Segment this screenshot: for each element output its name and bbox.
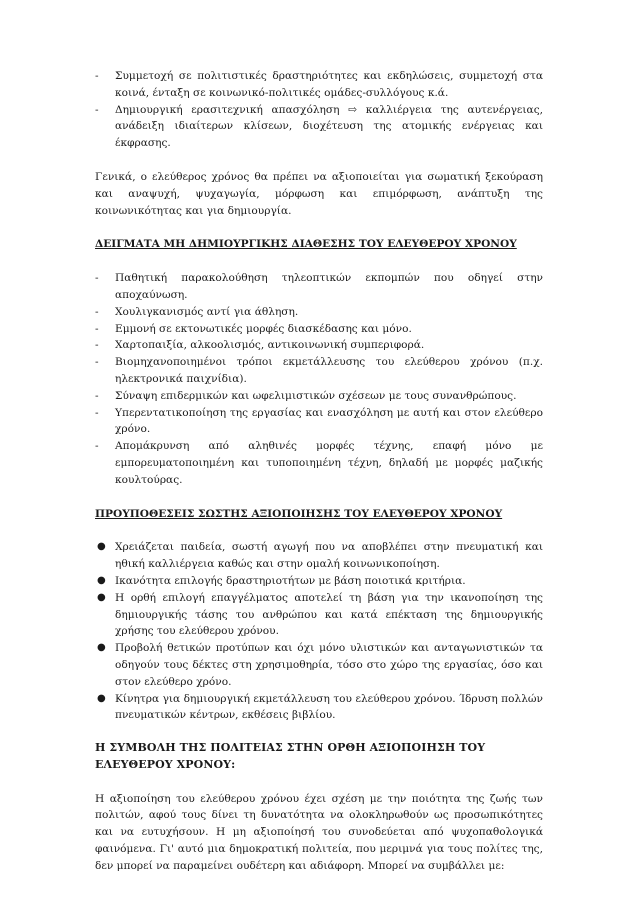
non-creative-list: [95, 270, 543, 488]
dash-marker: -: [95, 356, 99, 369]
section-heading-non-creative: ΔΕΙΓΜΑΤΑ ΜΗ ΔΗΜΙΟΥΡΓΙΚΗΣ ΔΙΑΘΕΣΗΣ ΤΟΥ ΕΛΕΥΘΕΡΟΥ ΧΡΟΝΟΥ: [95, 238, 517, 251]
list-item: - Παθητική παρακολούθηση τηλεοπτικών εκπομπών που οδηγεί στην αποχαύνωση.: [95, 272, 543, 301]
dash-marker: -: [95, 440, 99, 453]
list-item: ● Ικανότητα επιλογής δραστηριοτήτων με βάση ποιοτικά κριτήρια.: [95, 573, 543, 590]
bullet-marker: ●: [97, 574, 106, 586]
list-item: ● Κίνητρα για δημιουργική εκμετάλλευση του ελεύθερου χρόνου. Ίδρυση πολλών πνευματικών κέντρων, εκθέσεις βιβλίου.: [97, 692, 543, 722]
dash-marker: -: [95, 103, 99, 116]
dash-marker: -: [95, 305, 99, 318]
dash-marker: -: [95, 70, 99, 82]
list-item: - Σύναψη επιδερμικών και ωφελιμιστικών σχέσεων με τους συνανθρώπους.: [95, 388, 543, 405]
dash-marker: -: [95, 322, 99, 335]
participation-list: [95, 68, 543, 152]
dash-marker: -: [95, 406, 99, 419]
list-item: ● Χρειάζεται παιδεία, σωστή αγωγή που να αποβλέπει στην πνευματική και ηθική καλλιέργεια καθώς και στην ομαλή κοινωνικοποίηση.: [97, 541, 543, 571]
list-item: - Υπερεντατικοποίηση της εργασίας και ενασχόληση με αυτή και στον ελεύθερο χρόνο.: [95, 406, 543, 436]
list-item: - Χουλιγκανισμός αντί για άθληση.: [95, 304, 543, 321]
list-item: - Χαρτοπαιξία, αλκοολισμός, αντικοινωνική συμπεριφορά.: [95, 337, 543, 354]
section-heading-prerequisites: ΠΡΟΥΠΟΘΕΣΕΙΣ ΣΩΣΤΗΣ ΑΞΙΟΠΟΙΗΣΗΣ ΤΟΥ ΕΛΕΥΘΕΡΟΥ ΧΡΟΝΟΥ: [95, 507, 503, 520]
list-item: - Εμμονή σε εκτονωτικές μορφές διασκέδασης και μόνο.: [95, 321, 543, 338]
list-item: - Απομάκρυνση από αληθινές μορφές τέχνης, επαφή μόνο με εμπορευματοποιημένη και τυποποιημένη τέχνη, δηλαδή με μορφές μαζικής κουλτούρας.: [95, 440, 543, 486]
bullet-marker: ●: [97, 692, 106, 704]
summary-paragraph: Γενικά, ο ελεύθερος χρόνος θα πρέπει να αξιοποιείται για σωματική ξεκούραση και αναψυχή, ψυχαγωγία, μόρφωση και επιμόρφωση, ανάπτυξη της κοινωνικότητας και για δημιουργία.: [95, 170, 543, 217]
bullet-marker: ●: [97, 591, 106, 603]
bullet-marker: ●: [97, 541, 106, 553]
list-item: - Βιομηχανοποιημένοι τρόποι εκμετάλλευσης του ελεύθερου χρόνου (π.χ. ηλεκτρονικά παιχνίδια).: [95, 356, 543, 385]
list-item: - Δημιουργική ερασιτεχνική απασχόληση ⇨ καλλιέργεια της αυτενέργειας, ανάδειξη ιδιαίτερων κλίσεων, διοχέτευση της ατομικής ενέργειας και έκφρασης.: [95, 103, 543, 150]
section-heading-state-role: Η ΣΥΜΒΟΛΗ ΤΗΣ ΠΟΛΙΤΕΙΑΣ ΣΤΗΝ ΟΡΘΗ ΑΞΙΟΠΟΙΗΣΗ ΤΟΥ ΕΛΕΥΘΕΡΟΥ ΧΡΟΝΟΥ:: [95, 741, 486, 771]
list-item: - Συμμετοχή σε πολιτιστικές δραστηριότητες και εκδηλώσεις, συμμετοχή στα κοινά, ένταξη σε κοινωνικό-πολιτικές ομάδες-συλλόγους κ.ά.: [95, 70, 543, 99]
dash-marker: -: [95, 272, 99, 285]
dash-marker: -: [95, 339, 99, 352]
state-role-paragraph: Η αξιοποίηση του ελεύθερου χρόνου έχει σχέση με την ποιότητα της ζωής των πολιτών, αφού τους δίνει τη δυνατότητα να ολοκληρωθούν ως προσωπικότητες και να ευτυχήσουν. Η μη αξιοποίησή του συνοδεύεται από ψυχοπαθολογικά φαινόμενα. Γι' αυτό μια δημοκρατική πολιτεία, που μεριμνά για τους πολίτες της, δεν μπορεί να παραμείνει ουδέτερη και αδιάφορη. Μπορεί να συμβάλλει με:: [95, 792, 543, 872]
list-item: ● Η ορθή επιλογή επαγγέλματος αποτελεί τη βάση για την ικανοποίηση της δημιουργικής τάσης του ανθρώπου και κατά επέκταση της δημιουργικής χρήσης του ελεύθερου χρόνου.: [97, 591, 543, 638]
prerequisites-list: [95, 539, 543, 724]
bullet-marker: ●: [97, 642, 106, 654]
dash-marker: -: [95, 389, 99, 402]
list-item: ● Προβολή θετικών προτύπων και όχι μόνο υλιστικών και ανταγωνιστικών τα οδηγούν τους δέκτες στη χρησιμοθηρία, τόσο στο χώρο της εργασίας, όσο και στον ελεύθερο χρόνο.: [97, 642, 543, 688]
